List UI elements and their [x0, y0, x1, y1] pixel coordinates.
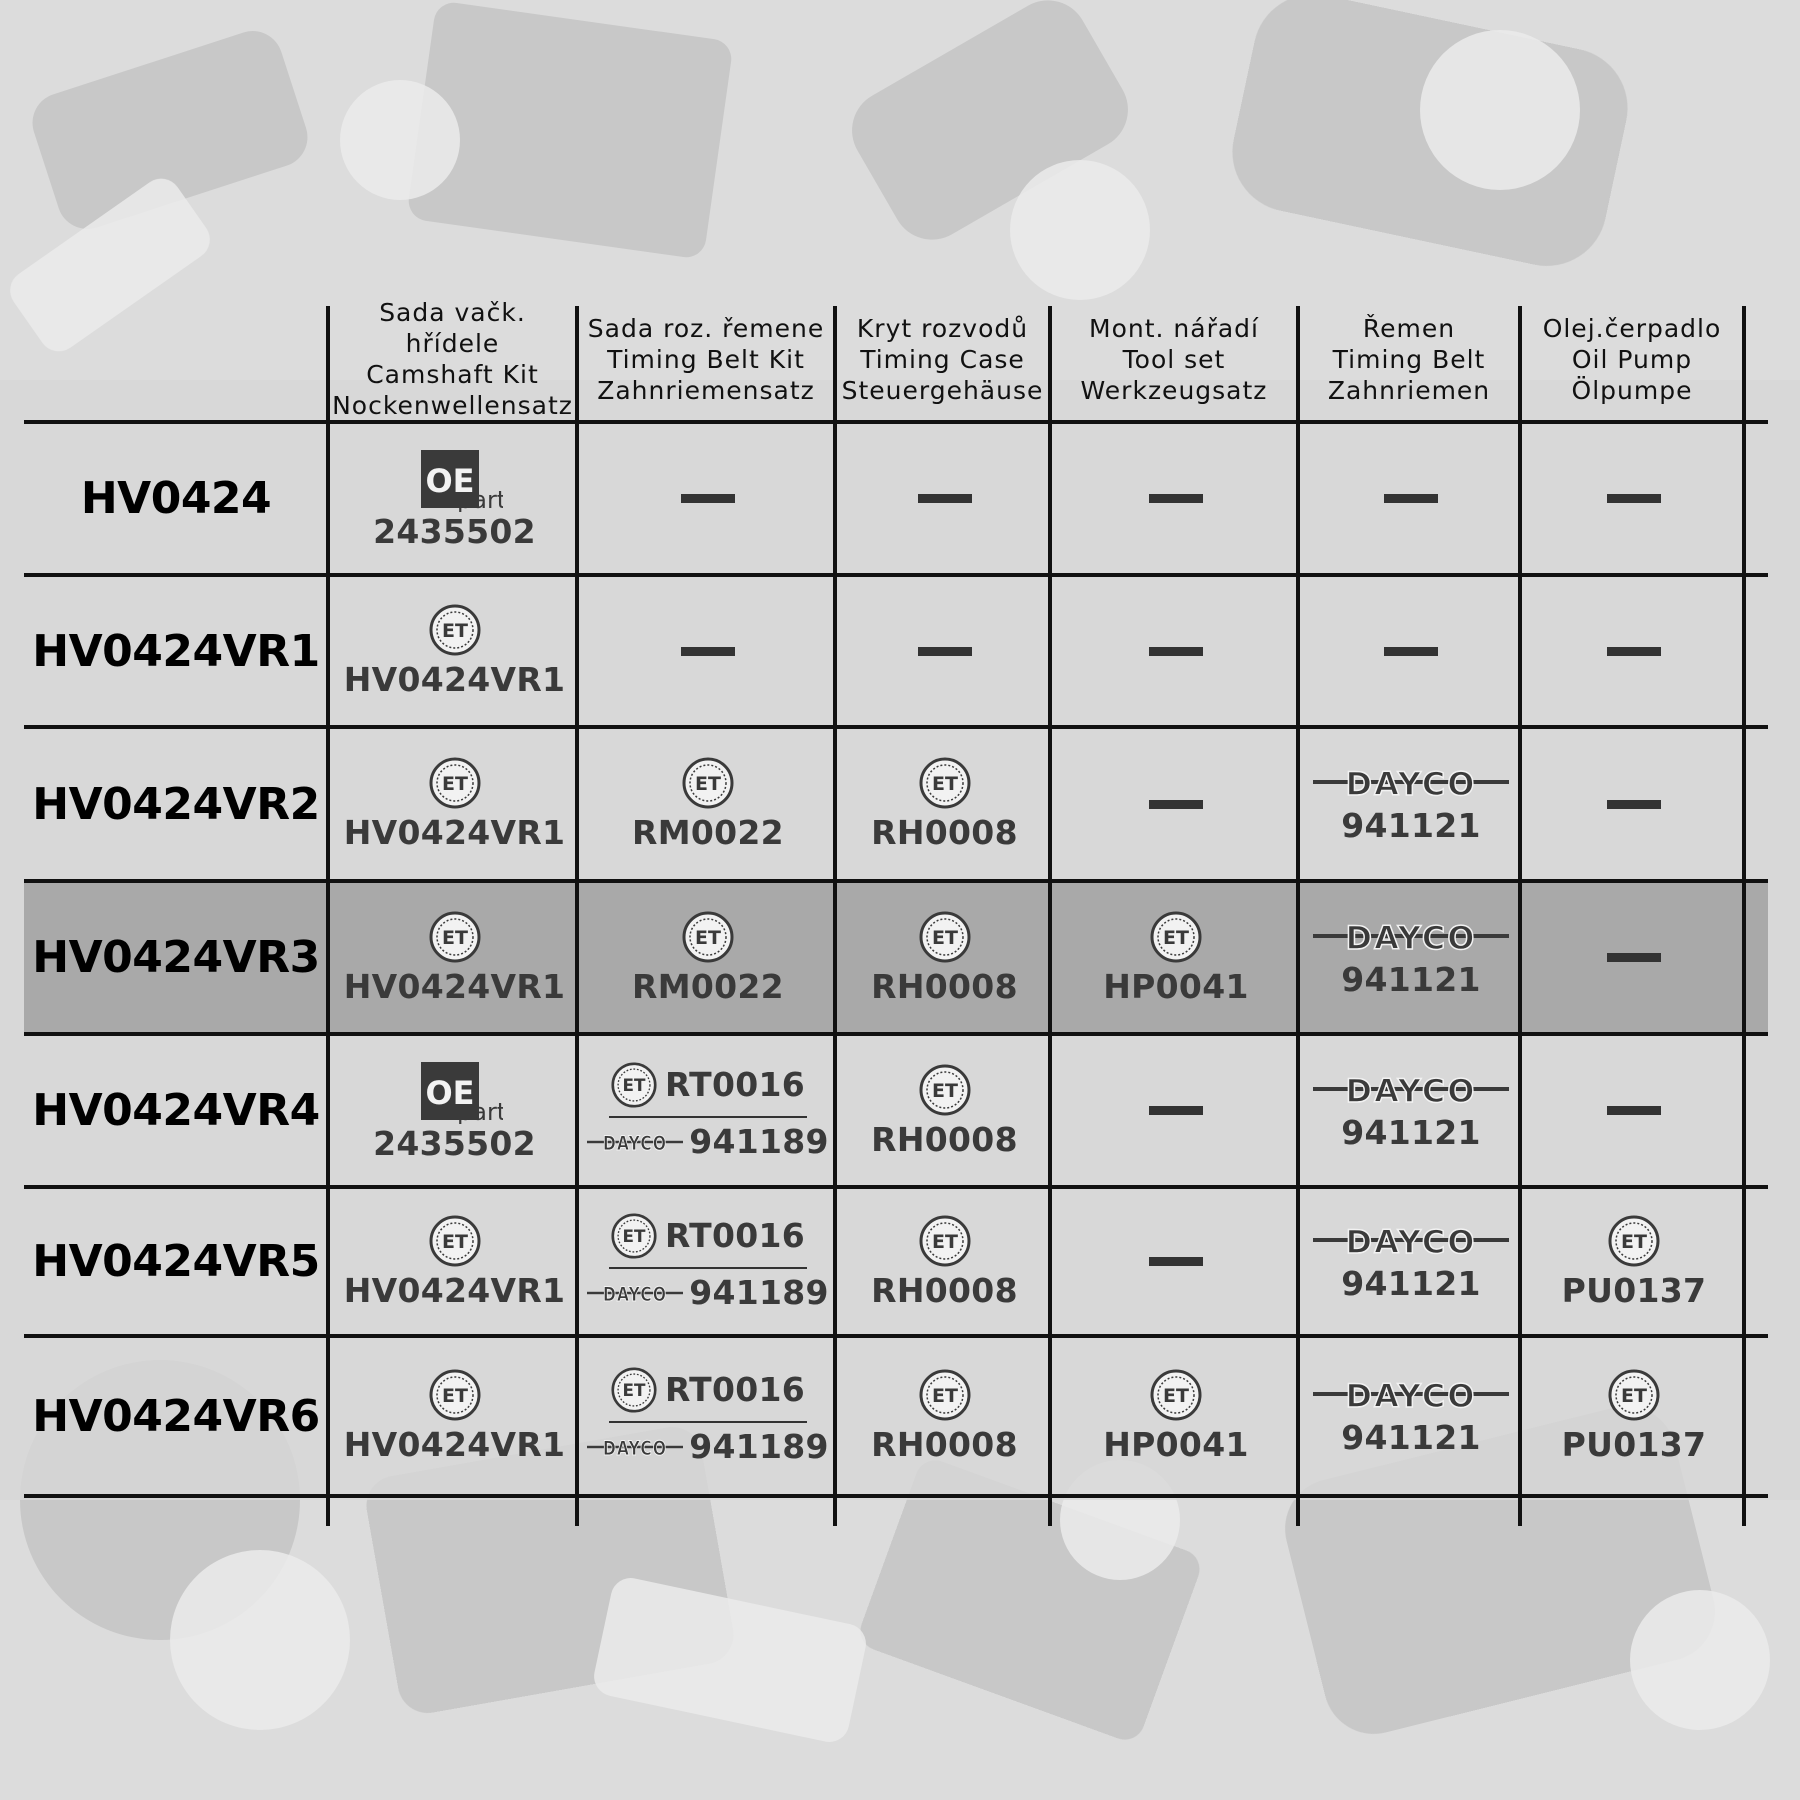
- et-logo-icon: [429, 604, 481, 656]
- et-part-line: [611, 1062, 805, 1108]
- table-row-highlighted: [24, 883, 1768, 1032]
- part-code: PU0137: [1561, 1270, 1707, 1310]
- dayco-part-line: [587, 1272, 829, 1312]
- dual-part-cell: [587, 1062, 829, 1160]
- column-header-line2: Tool set: [1122, 344, 1226, 374]
- table-row: [24, 729, 1768, 879]
- table-cell: [839, 1036, 1050, 1185]
- table-cell: [1054, 1189, 1298, 1334]
- part-code: HV0424VR1: [343, 966, 566, 1006]
- et-logo-icon: [1608, 1215, 1660, 1267]
- table-row: [24, 1189, 1768, 1334]
- et-logo-icon: [919, 757, 971, 809]
- table-cell: [1302, 424, 1520, 573]
- et-logo-icon: [1150, 1369, 1202, 1421]
- dayco-logo-icon: [1313, 1222, 1509, 1258]
- table-cell: [839, 729, 1050, 879]
- cell-divider: [609, 1421, 807, 1423]
- vertical-grid-line: [1296, 306, 1300, 1526]
- column-header-line2: Timing Belt Kit: [607, 344, 805, 374]
- dayco-logo-text: DAYCO: [1345, 918, 1477, 954]
- column-header: [1520, 306, 1744, 412]
- part-code: 941121: [1341, 806, 1481, 845]
- not-applicable-dash: [681, 647, 735, 656]
- table-cell: [1524, 729, 1744, 879]
- et-logo-text: ET: [1621, 1230, 1647, 1253]
- column-header: [328, 298, 577, 420]
- et-part-line: [611, 1213, 805, 1259]
- et-logo-icon: [429, 911, 481, 963]
- column-header: [1298, 306, 1520, 412]
- row-label: HV0424VR6: [32, 1390, 320, 1442]
- column-header-line1: Kryt rozvodů: [856, 313, 1029, 343]
- dayco-logo-text: DAYCO: [1345, 1071, 1477, 1107]
- et-logo-icon: [919, 1064, 971, 1116]
- table-row: [24, 577, 1768, 725]
- part-code: HP0041: [1103, 966, 1249, 1006]
- et-logo-text: ET: [622, 1380, 646, 1401]
- dayco-logo-text: DAYCO: [603, 1438, 668, 1458]
- column-header-line1: Mont. nářadí: [1089, 313, 1259, 343]
- table-row: [24, 1338, 1768, 1494]
- column-header-line1: Řemen: [1362, 313, 1456, 343]
- column-header-line1: Sada roz. řemene: [587, 313, 825, 343]
- not-applicable-dash: [1607, 800, 1661, 809]
- table-cell: [332, 424, 577, 573]
- et-part-line: [611, 1367, 805, 1413]
- table-cell: [581, 883, 835, 1032]
- part-code: RH0008: [871, 1425, 1018, 1464]
- table-cell: [332, 1036, 577, 1185]
- table-cell: [1302, 1036, 1520, 1185]
- oe-part-logo-icon: [407, 448, 503, 512]
- et-logo-text: ET: [622, 1225, 646, 1246]
- table-cell: [1054, 1338, 1298, 1494]
- table-cell: [581, 577, 835, 725]
- part-code: HV0424VR1: [343, 660, 566, 699]
- not-applicable-dash: [1149, 1106, 1203, 1115]
- et-logo-text: ET: [1163, 1385, 1189, 1407]
- table-cell: [332, 1189, 577, 1334]
- part-code: RH0008: [871, 1119, 1018, 1159]
- table-cell: [1054, 577, 1298, 725]
- column-header: [577, 306, 835, 412]
- horizontal-grid-line: [24, 420, 1768, 424]
- dayco-logo-icon: [587, 1282, 683, 1304]
- part-code: 941121: [1341, 1418, 1481, 1457]
- dual-part-cell: [587, 1213, 829, 1311]
- dayco-part-line: [587, 1429, 829, 1465]
- horizontal-grid-line: [24, 1494, 1768, 1498]
- table-cell: [581, 1036, 835, 1185]
- not-applicable-dash: [918, 647, 972, 656]
- dayco-logo-icon: [1313, 1376, 1509, 1412]
- et-logo-text: ET: [441, 773, 468, 795]
- vertical-grid-line: [1518, 306, 1522, 1526]
- et-logo-text: ET: [1621, 1385, 1647, 1407]
- not-applicable-dash: [1149, 1257, 1203, 1266]
- not-applicable-dash: [1384, 494, 1438, 503]
- row-label: HV0424VR5: [32, 1236, 320, 1287]
- table-cell: [1054, 1036, 1298, 1185]
- dayco-logo-text: DAYCO: [1345, 1222, 1477, 1258]
- part-code: RH0008: [871, 1270, 1018, 1310]
- et-logo-icon: [919, 911, 971, 963]
- table-cell: [1524, 883, 1744, 1032]
- table-cell: [1302, 577, 1520, 725]
- column-header-line3: Steuergehäuse: [841, 375, 1044, 405]
- not-applicable-dash: [1607, 494, 1661, 503]
- column-header-line2: Timing Belt: [1332, 344, 1486, 374]
- dayco-logo-text: DAYCO: [1345, 765, 1477, 800]
- row-label: HV0424VR1: [32, 625, 320, 677]
- oe-part-logo-icon: [407, 1060, 503, 1124]
- row-label: HV0424: [80, 473, 272, 524]
- horizontal-grid-line: [24, 1334, 1768, 1338]
- row-label: HV0424VR2: [32, 778, 320, 830]
- et-logo-text: ET: [931, 926, 958, 949]
- column-header-line1: Olej.čerpadlo: [1542, 313, 1722, 343]
- not-applicable-dash: [681, 494, 735, 503]
- column-header-line2: Timing Case: [860, 344, 1025, 374]
- not-applicable-dash: [1607, 647, 1661, 656]
- column-header-line1: Sada vačk. hřídele: [379, 298, 526, 358]
- dual-part-cell: [587, 1367, 829, 1465]
- table-cell: [839, 1338, 1050, 1494]
- table-cell: [332, 729, 577, 879]
- et-logo-icon: [682, 911, 734, 963]
- column-header: [1050, 306, 1298, 412]
- horizontal-grid-line: [24, 1032, 1768, 1036]
- table-cell: [332, 883, 577, 1032]
- table-cell: [1054, 424, 1298, 573]
- part-code: HV0424VR1: [343, 1270, 566, 1310]
- vertical-grid-line: [833, 306, 837, 1526]
- dayco-logo-icon: [587, 1436, 683, 1458]
- column-header-line2: Camshaft Kit: [366, 360, 539, 389]
- row-label: HV0424VR3: [32, 932, 320, 983]
- et-logo-text: ET: [441, 620, 468, 642]
- table-cell: [581, 1189, 835, 1334]
- oe-logo-text: OE: [424, 1073, 475, 1112]
- et-logo-icon: [429, 757, 481, 809]
- table-cell: [581, 729, 835, 879]
- oe-logo-text: OE: [424, 461, 475, 500]
- et-logo-text: ET: [695, 926, 721, 949]
- dayco-logo-icon: [1313, 764, 1509, 800]
- column-header-line3: Nockenwellensatz: [332, 391, 573, 420]
- table-cell: [1524, 1189, 1744, 1334]
- horizontal-grid-line: [24, 573, 1768, 577]
- table-cell: [1302, 883, 1520, 1032]
- et-logo-text: ET: [622, 1074, 646, 1095]
- vertical-grid-line: [575, 306, 579, 1526]
- dayco-part-line: [587, 1121, 829, 1161]
- table-cell: [581, 424, 835, 573]
- part-code: PU0137: [1561, 1425, 1707, 1464]
- table-cell: [1524, 1338, 1744, 1494]
- dayco-logo-icon: [1313, 1071, 1509, 1107]
- horizontal-grid-line: [24, 879, 1768, 883]
- et-logo-text: ET: [1163, 926, 1189, 949]
- table-cell: [1524, 577, 1744, 725]
- oe-logo-subtext: part: [456, 1097, 503, 1124]
- not-applicable-dash: [1149, 800, 1203, 809]
- table-cell: [332, 577, 577, 725]
- vertical-grid-line: [1742, 306, 1746, 1526]
- part-code: RM0022: [632, 813, 784, 852]
- part-code: RH0008: [871, 966, 1018, 1006]
- dayco-logo-text: DAYCO: [1345, 1377, 1477, 1412]
- et-logo-text: ET: [441, 1385, 468, 1407]
- table-cell: [1302, 729, 1520, 879]
- dayco-logo-icon: [587, 1131, 683, 1153]
- part-code: RM0022: [632, 966, 784, 1006]
- et-logo-icon: [1150, 911, 1202, 963]
- dayco-logo-text: DAYCO: [603, 1132, 668, 1153]
- et-logo-icon: [919, 1215, 971, 1267]
- part-code: 941121: [1341, 959, 1481, 999]
- vertical-grid-line: [326, 306, 330, 1526]
- et-logo-icon: [429, 1369, 481, 1421]
- vertical-grid-line: [1048, 306, 1052, 1526]
- table-row: [24, 1036, 1768, 1185]
- et-logo-text: ET: [931, 1079, 958, 1102]
- not-applicable-dash: [1149, 647, 1203, 656]
- part-code: HP0041: [1103, 1425, 1249, 1464]
- part-code: 941121: [1341, 1112, 1481, 1152]
- cell-divider: [609, 1267, 807, 1269]
- not-applicable-dash: [1384, 647, 1438, 656]
- part-code: HV0424VR1: [343, 1425, 566, 1464]
- table-cell: [839, 1189, 1050, 1334]
- table-row: [24, 424, 1768, 573]
- part-code: RT0016: [664, 1064, 806, 1104]
- part-code: RT0016: [664, 1370, 806, 1409]
- not-applicable-dash: [1607, 1106, 1661, 1115]
- row-label: HV0424VR4: [32, 1085, 320, 1136]
- column-header-line3: Zahnriemen: [1327, 375, 1491, 405]
- table-cell: [839, 424, 1050, 573]
- et-logo-text: ET: [441, 1230, 468, 1253]
- table-cell: [839, 577, 1050, 725]
- et-logo-icon: [429, 1215, 481, 1267]
- part-code: 941189: [689, 1272, 829, 1312]
- part-code: 2435502: [373, 1123, 536, 1163]
- cell-divider: [609, 1116, 807, 1118]
- table-cell: [839, 883, 1050, 1032]
- part-code: RH0008: [871, 813, 1018, 852]
- part-code: 941189: [689, 1427, 829, 1466]
- et-logo-icon: [919, 1369, 971, 1421]
- et-logo-text: ET: [441, 926, 468, 949]
- table-cell: [1524, 424, 1744, 573]
- dayco-logo-icon: [1313, 918, 1509, 954]
- et-logo-icon: [611, 1062, 657, 1108]
- part-code: 941121: [1341, 1263, 1481, 1303]
- table-cell: [1524, 1036, 1744, 1185]
- et-logo-icon: [611, 1213, 657, 1259]
- part-code: 941189: [689, 1121, 829, 1161]
- table-cell: [332, 1338, 577, 1494]
- not-applicable-dash: [1607, 953, 1661, 962]
- et-logo-icon: [1608, 1369, 1660, 1421]
- table-cell: [1054, 883, 1298, 1032]
- horizontal-grid-line: [24, 725, 1768, 729]
- column-header-line3: Werkzeugsatz: [1080, 375, 1268, 405]
- table-cell: [1054, 729, 1298, 879]
- not-applicable-dash: [918, 494, 972, 503]
- table-cell: [1302, 1338, 1520, 1494]
- et-logo-text: ET: [931, 773, 958, 795]
- part-code: RT0016: [664, 1215, 806, 1255]
- column-header: [835, 306, 1050, 412]
- dayco-logo-text: DAYCO: [603, 1283, 668, 1304]
- column-header-line3: Ölpumpe: [1571, 375, 1693, 405]
- not-applicable-dash: [1149, 494, 1203, 503]
- part-code: 2435502: [373, 511, 536, 551]
- column-header-line2: Oil Pump: [1571, 344, 1693, 374]
- et-logo-text: ET: [931, 1385, 958, 1407]
- et-logo-text: ET: [931, 1230, 958, 1253]
- column-header-line3: Zahnriemensatz: [597, 375, 815, 405]
- table-cell: [1302, 1189, 1520, 1334]
- et-logo-icon: [611, 1367, 657, 1413]
- horizontal-grid-line: [24, 1185, 1768, 1189]
- table-cell: [581, 1338, 835, 1494]
- part-code: HV0424VR1: [343, 813, 566, 852]
- et-logo-icon: [682, 757, 734, 809]
- et-logo-text: ET: [695, 773, 721, 795]
- oe-logo-subtext: part: [456, 485, 503, 512]
